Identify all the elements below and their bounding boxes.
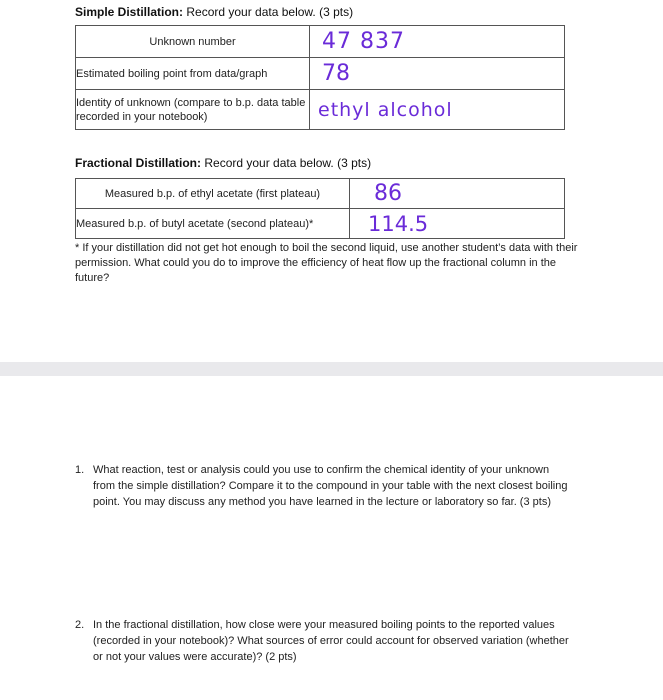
ethyl-acetate-bp-cell[interactable] [350, 179, 565, 209]
question-2-number: 2. [75, 619, 85, 631]
table-row [76, 58, 565, 90]
question-1-text: What reaction, test or analysis could you use to confirm the chemical identity of your unknown from the simple distillation? Compare it to the compound in your table with the next closest boiling point. You may discuss any method you have learned in the lecture or laboratory so far. (3 pts) [93, 464, 568, 508]
estimated-bp-label: Estimated boiling point from data/graph [76, 58, 310, 90]
butyl-acetate-bp-cell[interactable] [350, 209, 565, 239]
estimated-bp-value: 78 [322, 61, 350, 86]
fractional-distillation-title: Fractional Distillation: [75, 156, 202, 170]
page-separator [0, 362, 663, 376]
unknown-number-cell[interactable] [310, 26, 565, 58]
unknown-number-label: Unknown number [76, 26, 310, 58]
simple-distillation-heading [75, 5, 353, 19]
table-row [76, 209, 565, 239]
question-1 [75, 462, 570, 510]
table-row [76, 90, 565, 130]
simple-distillation-instruction: Record your data below. (3 pts) [183, 5, 354, 19]
question-2 [75, 617, 570, 665]
fractional-footnote: * If your distillation did not get hot enough to boil the second liquid, use another student’s data with their permission. What could you do to improve the efficiency of heat flow up the fractional column in the future? [75, 242, 578, 284]
unknown-identity-label: Identity of unknown (compare to b.p. data table recorded in your notebook) [76, 90, 310, 130]
simple-distillation-table [75, 25, 565, 130]
unknown-number-value: 47 837 [322, 29, 405, 54]
unknown-identity-cell[interactable] [310, 90, 565, 130]
worksheet-page-2 [0, 376, 663, 700]
question-2-text: In the fractional distillation, how close were your measured boiling points to the reported values (recorded in your notebook)? What sources of error could account for observed variation (whether or not your values were accurate)? (2 pts) [93, 619, 569, 663]
fractional-distillation-heading [75, 156, 371, 170]
table-row [76, 179, 565, 209]
estimated-bp-cell[interactable] [310, 58, 565, 90]
butyl-acetate-bp-label: Measured b.p. of butyl acetate (second plateau)* [76, 209, 350, 239]
fractional-distillation-table [75, 178, 565, 239]
butyl-acetate-bp-value: 114.5 [368, 211, 429, 236]
fractional-distillation-instruction: Record your data below. (3 pts) [201, 156, 372, 170]
ethyl-acetate-bp-label: Measured b.p. of ethyl acetate (first plateau) [76, 179, 350, 209]
ethyl-acetate-bp-value: 86 [374, 181, 402, 206]
simple-distillation-title: Simple Distillation: [75, 5, 184, 19]
unknown-identity-value: ethyl alcohol [318, 98, 453, 121]
question-1-number: 1. [75, 464, 85, 476]
table-row [76, 26, 565, 58]
